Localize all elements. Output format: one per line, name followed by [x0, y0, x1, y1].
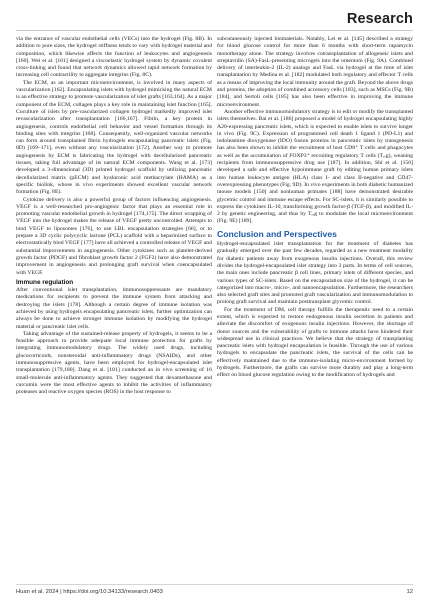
paragraph: subcutaneously injected biomaterials. Notably, Lei et al. [145] described a strategy for blood glucose control for more than 6 months with short-term rapamycin monotherapy alone. The strategy involves cotransplantation of allogeneic islets and streptavidin (SA)-FasL-presenting microgels into the omentum (Fig. 9A). Combined delivery of interleukin-2 (IL-2) analogs and FasL via hydrogel at the time of islet transplantation by Medina et al. [182] modulated both regulatory and effector T cells as a means of improving the local immunity around the graft. Beyond the above drugs and proteins, the adoption of combined accessory cells [183], such as MSCs (Fig. 9B) [184], and Sertoli cells [185] has also been effective in improving the immune microenvironment. [217, 36, 414, 108]
journal-header [347, 10, 413, 28]
citation: Huan et al. 2024 | https://doi.org/10.34133/research.0403 [16, 589, 163, 595]
left-column [16, 36, 212, 397]
paragraph: Hydrogel-encapsulated islet transplantation for the treatment of diabetes has gradually emerged over the past few decades, regarded as a new treatment modality for diabetic patients away from exogenous insulin injections. Overall, this review divides the hydrogel-encapsulated islet strategy into 3 parts. In terms of cell sources, the main ones include pancreatic β cell lines, primary islets of different species, and various types of SC-islets. Based on the encapsulation size of the hydrogel, it can be categorized into macro-, micro-, and nanoencapsulation. Furthermore, the researchers also selected graft sites and promoted graft vascularization and immunomodulation to prolong graft survival and maintain posttransplant glycemic control. [217, 241, 413, 306]
page-number: 12 [406, 589, 413, 595]
paragraph: Taking advantage of the sustained-release property of hydrogels, it seems to be a feasible approach to provide adequate local immune protection for grafts by integrating immunomodulatory drugs. The widely used drugs, including glucocorticoids, nonsteroidal anti-inflammatory drugs (NSAIDs), and other immunosuppressive agents, have been employed for hydrogel-encapsulated islet transplantation [179,180]. Dang et al. [181] conducted an in vivo screening of 16 small-molecule anti-inflammatory agents. They suggested that dexamethasone and curcumin were the most effective agents to inhibit the activities of inflammatory proteases and reactive oxygen species (ROS) in the host response to [16, 330, 212, 396]
footer-rule [16, 584, 413, 585]
section-heading: Conclusion and Perspectives [217, 228, 337, 239]
header-rule [16, 30, 413, 31]
paragraph: via the entrance of vascular endothelial cells (VECs) into the hydrogel (Fig. 8B). In addition to pore sizes, the hydrogel stiffness tends to vary with hydrogel material and composition, which likewise affects the function of leukocytes and angiogenesis [160]. Wei et al. [161] designed a viscoelastic hydrogel system by dynamic covalent cross-linking and found that network dynamics allowed rapid network formation by increasing cell contractility to aggregate integrins (Fig. 8C). [16, 36, 212, 79]
paragraph: Cytokine delivery is also a powerful group of factors influencing angiogenesis. VEGF is a well-researched pro-angiogenic factor that plays an essential role in promoting vascular endothelial growth in hydrogel [174,175]. The direct wrapping of VEGF into the hydrogel makes the release of VEGF pretty uncontrolled. Attempts to bind VEGF to liposomes [176], to use LBL encapsulation strategies [66], or to prepare a 3D cyclic polycyclic lactone (PCL) scaffold with a heparinized surface to electrostatically bind VEGF [177] have all achieved a controlled release of VEGF and substantial improvements in angiogenesis. Other cytokines such as platelet-derived growth factor (PDGF) and fibroblast growth factor 2 (FGF2) have also demonstrated improvement in angiogenesis and prolonging graft survival when coencapsulated with VEGF. [16, 196, 212, 276]
journal-name: Research [346, 11, 413, 27]
paragraph: For the treatment of DM, cell therapy fulfills the therapeutic need to a certain extent, which is expected to restore endogenous insulin secretion in patients and alleviate the discomfort of exogenous insulin injections. However, the shortage of donor sources and the vulnerability of grafts to immune attacks have hindered their widespread use in clinical practices. We believe that the strategy of transplanting pancreatic islets with hydrogel encapsulation is feasible. Through the use of various hydrogels to encapsulate the pancreatic islets, the survival of the cells can be effectively maintained due to the immuno-isolating micro-environment formed by hydrogels. Furthermore, the grafts can survive more durably and play a long-term effect on blood glucose regulation owing to the modification of hydrogels and [217, 306, 413, 379]
subsection-heading: Immune regulation [16, 278, 74, 286]
right-column [217, 36, 413, 380]
paragraph: After conventional islet transplantation, immunosuppressants are mandatory medications for recipients to prevent the immune system from attacking and destroying the islets [178]. Although a certain degree of immune isolation was achieved by using hydrogels encapsulating pancreatic islets, further optimization can always be done to achieve stronger immune isolation by modifying the hydrogel material or pancreatic islet cells. [16, 287, 212, 330]
paragraph: The ECM, as an important microenvironment, is involved in many aspects of vascularization [162]. Encapsulating islets with hydrogel mimicking the natural ECM is an effective strategy to promote vascularization of islet grafts [163,164]. As a major component of the ECM, collagen plays a key role in maintaining islet function [165]. Coculture of islets by pre-vascularized collagen hydrogel markedly improved islet revascularization after transplantation [166,167]. Fibrin, a key protein in angiogenesis, controls endothelial cell behavior and vessel formation through its binding sites with integrins [168]. Consequently, well-organized vascular networks can form around transplanted fibrin hydrogels encapsulating pancreatic islets (Fig. 8D) [169–171], even without any vascularization [172]. Another way to promote angiogenesis by ECM is fabricating the hydrogel with decellularized pancreatic tissues, taking full advantage of its natural ECM components. Wang et al. [173] developed a 3-dimensional (3D) printed hydrogel scaffold by utilizing pancreatic decellularized matrix (pECM) and hyaluronic acid methacrylate (HAMA) as a specific biolink, whose in vivo experiments showed excellent vascular network formation (Fig. 8E). [16, 79, 212, 196]
paragraph: Another effective immunomodulatory strategy is to edit or modify the transplanted islets themselves. Bai et al. [186] proposed a model of hydrogel encapsulating highly A20-expressing pancreatic islets, which is expected to enable islets to survive longer in vivo (Fig. 9C). Expression of programmed cell death 1 ligand 1 (PD-L1) and indoleamine dioxygenase (IDO) fusion proteins in pancreatic islets by transgenesis has also been shown to inhibit the recruitment of host CD8⁺ T cells and phagocytes as well as the accumulation of FOXP3⁺ recruiting regulatory T cells (Tᵣₑg), weaning recipients from immunosuppressive drug use [187]. In addition, Shi et al. [150] developed a safe and effective hypoimmune graft by editing human primary islets into human leukocyte antigen (HLA) class I- and class II-negative and CD47-overexpressing phenotypes (Fig. 9D). In vivo experiments in both diabetic humanized mouse models [150] and nonhuman primates [188] have demonstrated desirable glycemic control and immune escape effects. For SC-islets, it is similarly possible to express the cytokines IL-10, transforming growth factor-β (TGF-β), and modified IL-2 by genetic engineering, and thus by Tᵣₑg to modulate the local microenvironment (Fig. 9E) [189]. [217, 108, 413, 225]
page-footer [16, 589, 413, 595]
